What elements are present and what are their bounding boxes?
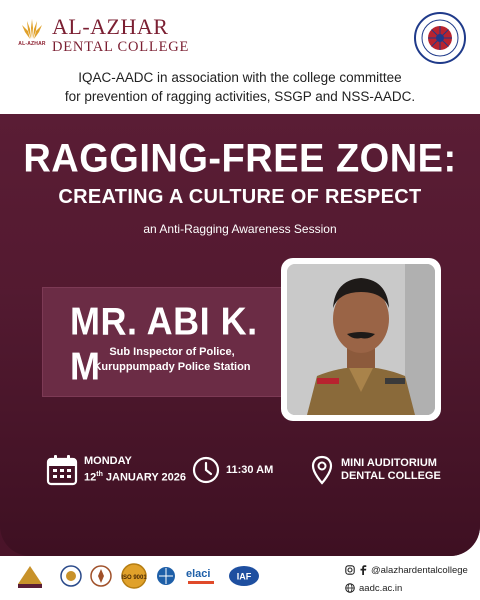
speaker-name: MR. ABI K. M	[70, 298, 258, 389]
date-month-year: JANUARY 2026	[105, 471, 187, 484]
event-venue	[311, 454, 441, 486]
date-suffix: th	[96, 471, 103, 479]
social-handle: @alazhardentalcollege	[371, 564, 468, 576]
emblem-icon	[90, 565, 112, 587]
calendar-icon	[46, 454, 78, 486]
venue-line-2: DENTAL COLLEGE	[341, 470, 441, 482]
intro-text	[20, 68, 460, 106]
clock-icon	[192, 456, 220, 484]
college-type: DENTAL COLLEGE	[52, 39, 190, 55]
speaker-role-line-2: Kuruppumpady Police Station	[93, 361, 251, 373]
globe-logo-icon	[156, 566, 176, 586]
college-name: AL-AZHAR	[52, 14, 169, 39]
location-pin-icon	[311, 455, 333, 485]
event-day: MONDAY	[84, 455, 132, 468]
venue-line-1: MINI AUDITORIUM	[341, 457, 437, 469]
event-time	[192, 454, 273, 486]
event-tagline: an Anti-Ragging Awareness Session	[143, 222, 337, 236]
social-handle-row[interactable]	[345, 563, 468, 577]
university-seal-icon	[60, 565, 82, 587]
speaker-role	[72, 345, 272, 375]
speaker-photo	[287, 264, 435, 415]
svg-text:ISO 9001: ISO 9001	[121, 575, 147, 581]
speaker-photo-frame	[281, 258, 441, 421]
instagram-icon	[345, 565, 355, 575]
svg-text:elaci: elaci	[186, 568, 211, 580]
facebook-icon	[359, 565, 367, 575]
college-logo	[18, 16, 189, 55]
intro-line-2: for prevention of ragging activities, SSGP and NSS-AADC.	[64, 89, 416, 104]
globe-icon	[345, 583, 355, 593]
college-emblem	[18, 18, 46, 52]
accreditation-logos	[16, 563, 260, 589]
person-silhouette-icon	[287, 264, 435, 415]
flame-icon	[19, 18, 45, 40]
website-row[interactable]	[345, 581, 468, 595]
intro-line-1: IQAC-AADC in association with the college committee	[78, 70, 402, 85]
event-date	[46, 454, 186, 486]
social-links	[345, 563, 468, 595]
speaker-role-line-1: Sub Inspector of Police,	[109, 346, 235, 358]
iaf-logo-icon	[228, 565, 260, 587]
event-subtitle: CREATING A CULTURE OF RESPECT	[58, 186, 422, 208]
event-title: RAGGING-FREE ZONE:	[23, 136, 457, 182]
website-link: aadc.ac.in	[359, 582, 403, 594]
iso-badge-icon	[120, 563, 148, 589]
event-full-date	[84, 468, 186, 485]
svg-text:IAF: IAF	[236, 571, 252, 582]
nss-seal-icon	[414, 12, 466, 64]
date-day: 12	[84, 471, 97, 484]
naac-logo-icon	[16, 564, 44, 588]
event-time-text: 11:30 AM	[226, 463, 274, 476]
emblem-text: AL-AZHAR	[18, 41, 46, 48]
elaci-logo-icon	[184, 564, 220, 588]
